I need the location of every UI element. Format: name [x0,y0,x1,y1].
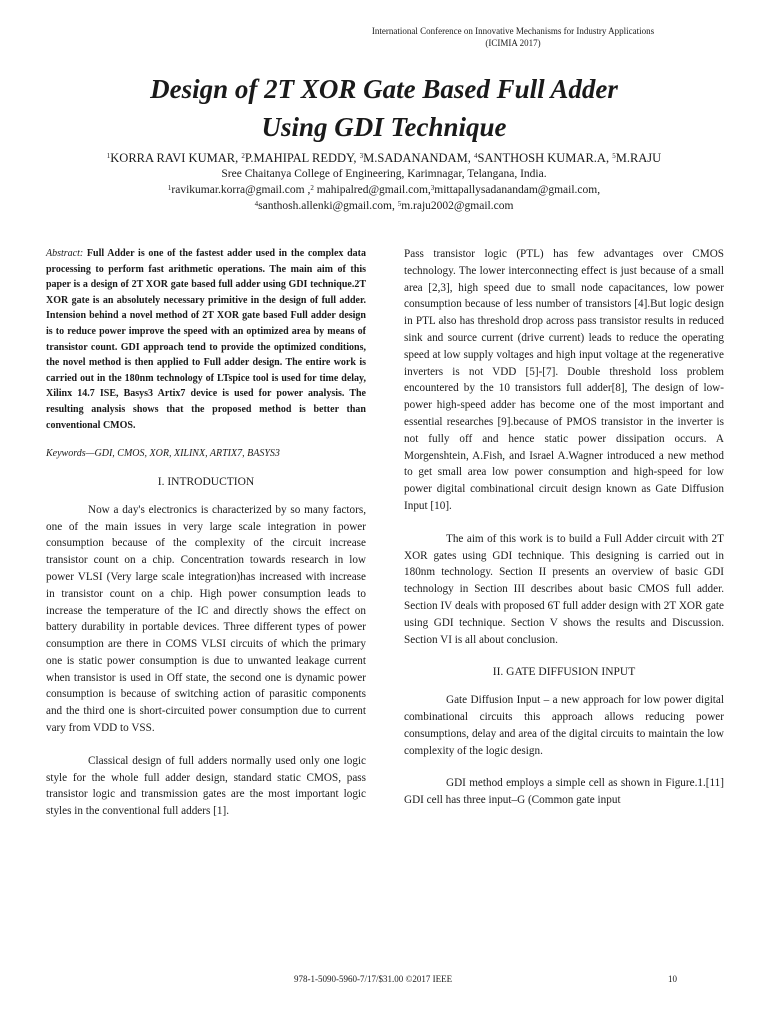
author-index: 2 [241,152,245,160]
paragraph: The aim of this work is to build a Full Adder circuit with 2T XOR gates using GDI technique. This designing is carried out in 180nm technology. Section II presents an overview of basic GDI technology in Section III describes about basic CMOS full adder. Section IV deals with proposed 6T full adder design with 2T XOR gate using GDI technique. Section V shows the results and Discussion. Section VI is all about conclusion. [404,532,724,646]
paragraph: Pass transistor logic (PTL) has few advantages over CMOS technology. The lower interconnecting effect is just because of a small area [2,3], high speed due to small node capacitances, low power consumption because of less number of transistors [4].But logic design in PTL also has threshold drop across pass transistor results in reduced sink and source current (drive current) leads to reduce the operating speed at low supply voltages and high input voltage at the regenerative inverters is not VDD [5]-[7]. Double threshold loss problem encountered by the 10 transistors full adder[8], The design of low-power high-speed adder has become one of the most important and essential researches [9].because of PMOS transistor in the inverter is not fully off and hence static power dissipation occurs. A Morgenshtein, A.Fish, and Israel A.Wagner introduced a new method to get small area low power consumption and high-speed for low power digital combinational circuit design known as Gate Diffusion Input [10]. [404,248,724,512]
author-index: 1 [106,152,111,160]
email: m.raju2002@gmail.com [401,200,514,212]
conference-acronym: (ICIMIA 2017) [485,38,541,48]
copyright-notice: 978-1-5090-5960-7/17/$31.00 ©2017 IEEE [294,974,453,984]
title-line-1: Design of 2T XOR Gate Based Full Adder [150,74,618,104]
right-column [404,246,724,809]
author-index: 5 [612,152,616,160]
author-list [0,150,768,166]
abstract-text: Full Adder is one of the fastest adder used in the complex data processing to perform fast arithmetic operations. The main aim of this paper is a design of 2T XOR gate based full adder using GDI technique.2T XOR gate is an absolutely necessary primitive in the design of full adder. Intension behind a novel method of 2T XOR gate based Full adder design is to reduce power improve the speed with an optimized area by means of transistor count. GDI approach tend to provide the optimized conditions, the novel method is then applied to Full adder design. The entire work is carried out in the 180nm technology of LTspice tool is used for time delay, Xilinx 14.7 ISE, Basys3 Artix7 device is used for power analysis. The resulting analysis shows that the proposed method is better than conventional CMOS. [46,248,366,431]
paragraph: Classical design of full adders normally used only one logic style for the whole full adder design, standard static CMOS, pass transistor logic and transmission gates are the most important logic styles in the conventional full adders [1]. [46,754,366,818]
paragraph: Now a day's electronics is characterized by so many factors, one of the main issues in very large scale integration in power consumption because of the complexity of the circuit increase transistor count on a chip. Concentration towards research in low power VLSI (Very large scale integration)has increased with increase in transistor count on a chip. High power consumption leads to increase the temperature of the IC and directly shows the effect on battery durability in portable devices. Three different types of power consumption are there in COMS VLSI circuits of which the primary one is static power consumption is due to unwanted leakage current when transistor is used in Off state, the second one is dynamic power consumption is because of switching action of parasitic components and the third one is short-circuited power consumption due to current vary from VDD to VSS. [46,503,366,735]
page-number: 10 [668,974,677,984]
keywords: Keywords—GDI, CMOS, XOR, XILINX, ARTIX7, BASYS3 [46,448,280,460]
email-index: 3 [430,184,435,192]
email-index: 4 [254,200,259,208]
email: mahipalred@gmail.com, [313,184,431,196]
conference-name: International Conference on Innovative Mechanisms for Industry Applications [371,26,655,36]
email-index: 2 [310,184,314,192]
section-heading-gdi: II. GATE DIFFUSION INPUT [492,666,636,679]
email-index: 5 [397,200,402,208]
email-line-2 [0,198,768,214]
paper-title [0,70,768,146]
author-index: 3 [359,152,364,160]
affiliation: Sree Chaitanya College of Engineering, Karimnagar, Telangana, India. [221,168,547,180]
paragraph: Gate Diffusion Input – a new approach for low power digital combinational circuits this approach allows reducing power consumptions, delay and area of the digital circuits to maintain the low complexity of the logic design. [404,694,724,757]
paragraph: GDI method employs a simple cell as shown in Figure.1.[11] GDI cell has three input–G (Common gate input [404,777,724,807]
left-column [46,246,366,820]
email-line-1 [0,182,768,198]
title-line-2: Using GDI Technique [261,112,507,142]
author-name: M.SADANANDAM, [363,151,474,165]
email-list [0,182,768,214]
email: santhosh.allenki@gmail.com, [258,200,398,212]
abstract-label: Abstract: [46,248,84,259]
author-name: KORRA RAVI KUMAR, [110,151,242,165]
section-heading-introduction: I. INTRODUCTION [157,475,255,488]
author-name: SANTHOSH KUMAR.A, [477,151,613,165]
email: ravikumar.korra@gmail.com , [171,184,311,196]
abstract [46,246,366,433]
author-index: 4 [473,152,478,160]
author-name: P.MAHIPAL REDDY, [244,151,360,165]
conference-header [348,25,678,49]
email: mittapallysadanandam@gmail.com, [434,184,601,196]
email-index: 1 [167,184,172,192]
author-name: M.RAJU [615,151,662,165]
